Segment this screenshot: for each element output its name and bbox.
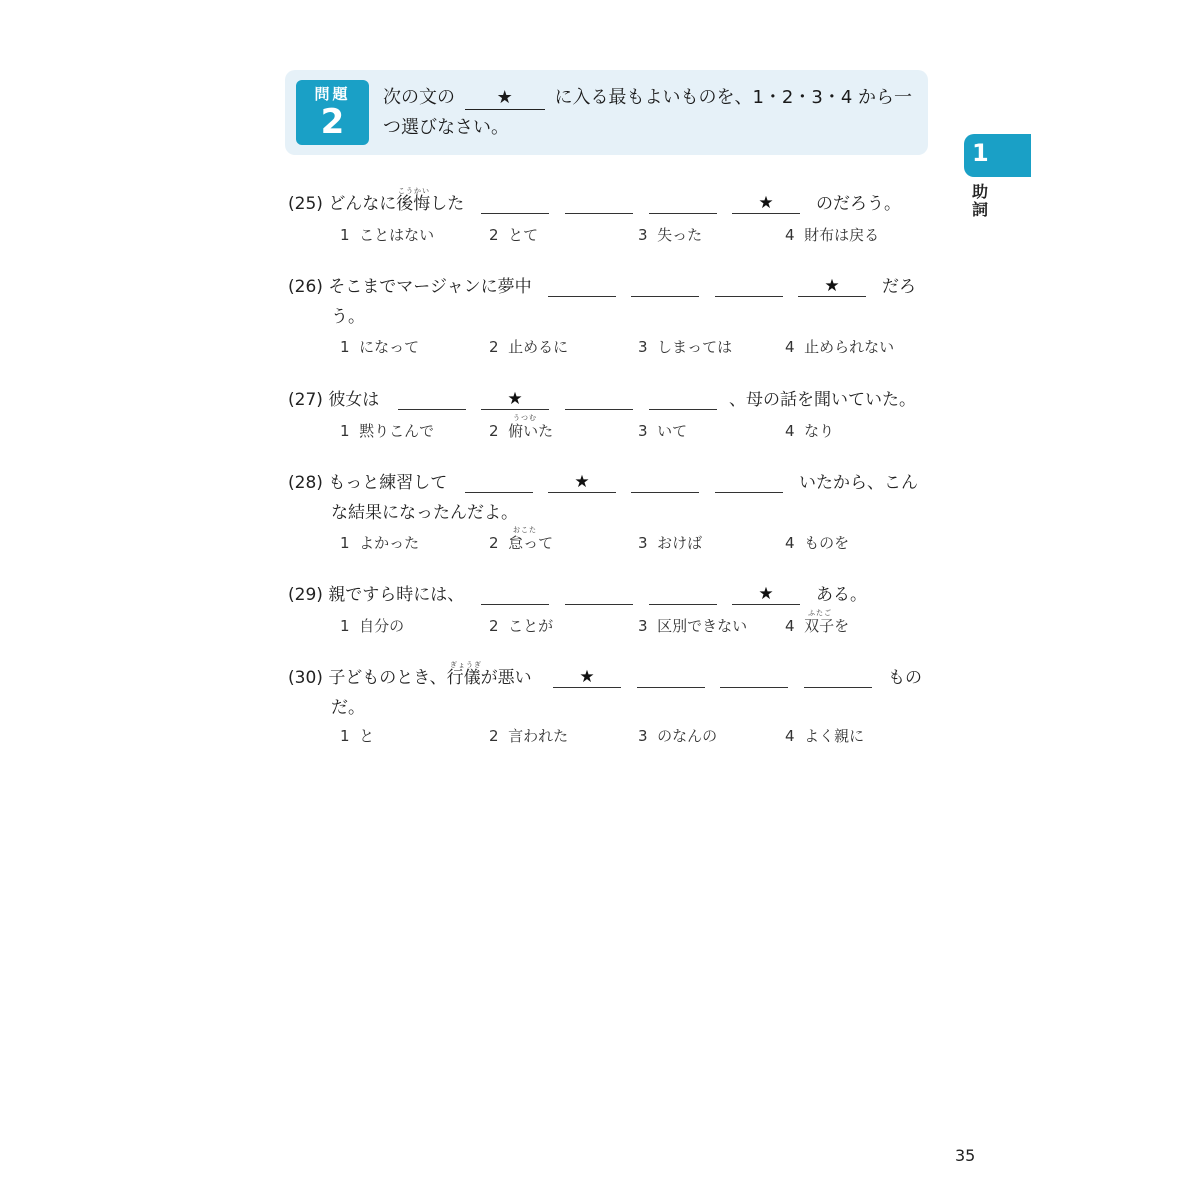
option-number: 1 bbox=[340, 226, 350, 244]
q28-stem-text: もっと練習して bbox=[328, 473, 448, 493]
option-text: ものを bbox=[804, 534, 850, 552]
option-number: 4 bbox=[785, 226, 795, 244]
option-number: 3 bbox=[638, 617, 648, 635]
option-text: いて bbox=[657, 422, 688, 440]
q29-option-1[interactable] bbox=[340, 617, 404, 635]
q28-continuation: な結果になったんだよ。 bbox=[331, 503, 518, 523]
q27-option-1[interactable] bbox=[340, 422, 434, 440]
option-text: と bbox=[359, 727, 375, 745]
q27-end: 、母の話を聞いていた。 bbox=[729, 390, 916, 410]
q25-blank-1[interactable] bbox=[481, 193, 549, 214]
q26-stem-text: そこまでマージャンに夢中 bbox=[328, 277, 532, 297]
q25-number: (25) bbox=[288, 194, 323, 214]
q29-number: (29) bbox=[288, 585, 323, 605]
q25-blank-3[interactable] bbox=[649, 193, 717, 214]
q25-star-blank[interactable]: ★ bbox=[732, 193, 800, 214]
q25-option-1[interactable] bbox=[340, 226, 434, 244]
option-text: 区別できない bbox=[657, 617, 748, 635]
q30-blank-3[interactable] bbox=[720, 667, 788, 688]
option-text: 言われた bbox=[508, 727, 569, 745]
option-number: 2 bbox=[489, 727, 499, 745]
q26-option-4[interactable] bbox=[785, 338, 894, 356]
option-number: 1 bbox=[340, 617, 350, 635]
q27-star-blank[interactable]: ★ bbox=[481, 389, 549, 410]
q29-option-3[interactable] bbox=[638, 617, 747, 635]
problem-badge bbox=[296, 80, 369, 145]
q30-blank-4[interactable] bbox=[804, 667, 872, 688]
option-text: とて bbox=[508, 226, 539, 244]
option-text: 黙りこんで bbox=[359, 422, 435, 440]
q29-option-4[interactable] bbox=[785, 617, 849, 635]
option-number: 4 bbox=[785, 422, 795, 440]
q27-blank-1[interactable] bbox=[398, 389, 466, 410]
instruction-before: 次の文の bbox=[383, 87, 455, 108]
instruction-line-2: つ選びなさい。 bbox=[383, 117, 509, 138]
option-number: 3 bbox=[638, 338, 648, 356]
q26-option-3[interactable] bbox=[638, 338, 732, 356]
q28-end: いたから、こん bbox=[799, 473, 918, 493]
q30-option-3[interactable] bbox=[638, 727, 717, 745]
option-number: 4 bbox=[785, 534, 795, 552]
instruction-box bbox=[285, 70, 928, 155]
page-number: 35 bbox=[955, 1146, 976, 1165]
option-number: 1 bbox=[340, 727, 350, 745]
option-number: 2 bbox=[489, 338, 499, 356]
option-number: 3 bbox=[638, 534, 648, 552]
q30-option-4[interactable] bbox=[785, 727, 864, 745]
instruction-after: に入る最もよいものを、1・2・3・4 から一 bbox=[554, 87, 912, 108]
instruction-line-1 bbox=[383, 87, 912, 110]
q29-end: ある。 bbox=[816, 585, 867, 605]
q26-number: (26) bbox=[288, 277, 323, 297]
q29-option-2[interactable] bbox=[489, 617, 553, 635]
q29-blank-2[interactable] bbox=[565, 584, 633, 605]
q28-option-1[interactable] bbox=[340, 534, 419, 552]
option-text: 俯いた bbox=[508, 422, 554, 440]
q26-blank-2[interactable] bbox=[631, 276, 699, 297]
q29-stem bbox=[288, 584, 464, 606]
q28-option-4[interactable] bbox=[785, 534, 849, 552]
option-number: 2 bbox=[489, 534, 499, 552]
q29-option-4-furigana: ふたご bbox=[808, 609, 832, 617]
q29-blank-3[interactable] bbox=[649, 584, 717, 605]
option-text: よく親に bbox=[804, 727, 865, 745]
q26-continuation: う。 bbox=[331, 307, 365, 327]
q28-blank-4[interactable] bbox=[715, 472, 783, 493]
option-text: 怠って bbox=[508, 534, 554, 552]
option-text: のなんの bbox=[657, 727, 718, 745]
q30-number: (30) bbox=[288, 668, 323, 688]
q27-option-4[interactable] bbox=[785, 422, 834, 440]
q30-option-2[interactable] bbox=[489, 727, 568, 745]
q30-end: もの bbox=[888, 668, 922, 688]
option-text: 失った bbox=[657, 226, 703, 244]
option-number: 4 bbox=[785, 617, 795, 635]
chapter-label: 助詞 bbox=[972, 182, 989, 219]
q25-option-3[interactable] bbox=[638, 226, 702, 244]
q26-end: だろ bbox=[882, 277, 916, 297]
q28-option-2-furigana: おこた bbox=[513, 526, 537, 534]
option-text: なり bbox=[804, 422, 835, 440]
option-text: よかった bbox=[359, 534, 420, 552]
q30-option-1[interactable] bbox=[340, 727, 374, 745]
q28-option-2[interactable] bbox=[489, 534, 553, 552]
q28-blank-3[interactable] bbox=[631, 472, 699, 493]
q25-stem bbox=[288, 193, 464, 215]
instruction-star-blank: ★ bbox=[465, 87, 545, 110]
problem-badge-number: 2 bbox=[320, 102, 345, 142]
q28-number: (28) bbox=[288, 473, 323, 493]
option-number: 1 bbox=[340, 422, 350, 440]
q25-option-4[interactable] bbox=[785, 226, 879, 244]
option-number: 3 bbox=[638, 226, 648, 244]
q30-stem-text: 子どものとき、行儀が悪い bbox=[328, 668, 532, 688]
option-number: 4 bbox=[785, 338, 795, 356]
q26-star-blank[interactable]: ★ bbox=[798, 276, 866, 297]
q27-option-2-furigana: うつむ bbox=[513, 414, 537, 422]
option-number: 2 bbox=[489, 617, 499, 635]
option-number: 2 bbox=[489, 422, 499, 440]
q27-blank-4[interactable] bbox=[649, 389, 717, 410]
option-number: 1 bbox=[340, 338, 350, 356]
q27-stem-text: 彼女は bbox=[328, 390, 380, 410]
q30-furigana: ぎょうぎ bbox=[450, 661, 482, 669]
option-text: ことはない bbox=[359, 226, 435, 244]
option-text: しまっては bbox=[657, 338, 733, 356]
option-number: 3 bbox=[638, 727, 648, 745]
q28-star-blank[interactable]: ★ bbox=[548, 472, 616, 493]
q25-stem-text: どんなに後悔した bbox=[328, 194, 465, 214]
q26-blank-1[interactable] bbox=[548, 276, 616, 297]
chapter-number: 1 bbox=[972, 139, 989, 167]
q26-option-2[interactable] bbox=[489, 338, 568, 356]
q30-star-blank[interactable]: ★ bbox=[553, 667, 621, 688]
option-text: 財布は戻る bbox=[804, 226, 880, 244]
option-number: 3 bbox=[638, 422, 648, 440]
option-number: 4 bbox=[785, 727, 795, 745]
q30-continuation: だ。 bbox=[331, 698, 365, 718]
option-text: になって bbox=[359, 338, 420, 356]
q27-option-3[interactable] bbox=[638, 422, 687, 440]
q30-stem bbox=[288, 667, 532, 689]
q27-number: (27) bbox=[288, 390, 323, 410]
q29-stem-text: 親ですら時には、 bbox=[328, 585, 465, 605]
chapter-tab bbox=[964, 134, 1031, 177]
q26-stem bbox=[288, 276, 532, 298]
option-number: 2 bbox=[489, 226, 499, 244]
option-text: おけば bbox=[657, 534, 703, 552]
q29-blank-1[interactable] bbox=[481, 584, 549, 605]
q28-option-3[interactable] bbox=[638, 534, 702, 552]
option-text: 止めるに bbox=[508, 338, 569, 356]
q30-blank-2[interactable] bbox=[637, 667, 705, 688]
option-text: 止められない bbox=[804, 338, 895, 356]
option-number: 1 bbox=[340, 534, 350, 552]
q27-stem bbox=[288, 389, 379, 411]
option-text: 自分の bbox=[359, 617, 405, 635]
problem-badge-label: 問題 bbox=[314, 85, 351, 103]
q28-stem bbox=[288, 472, 447, 494]
q26-blank-3[interactable] bbox=[715, 276, 783, 297]
q27-blank-3[interactable] bbox=[565, 389, 633, 410]
q25-furigana: こうかい bbox=[398, 187, 430, 195]
q26-option-1[interactable] bbox=[340, 338, 419, 356]
q25-option-2[interactable] bbox=[489, 226, 538, 244]
q27-option-2[interactable] bbox=[489, 422, 553, 440]
q25-end: のだろう。 bbox=[816, 194, 901, 214]
option-text: 双子を bbox=[804, 617, 850, 635]
q29-star-blank[interactable]: ★ bbox=[732, 584, 800, 605]
q25-blank-2[interactable] bbox=[565, 193, 633, 214]
q28-blank-1[interactable] bbox=[465, 472, 533, 493]
option-text: ことが bbox=[508, 617, 554, 635]
